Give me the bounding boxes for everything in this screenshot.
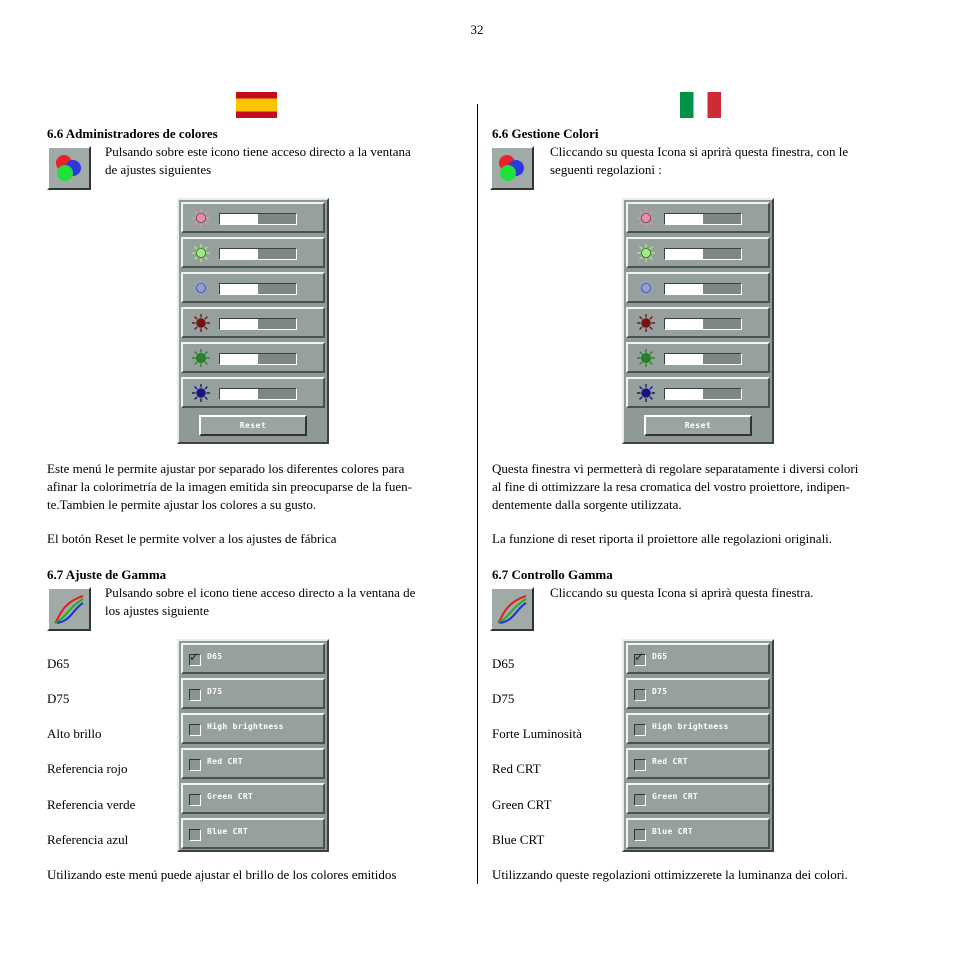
dark-blue-sun-icon bbox=[637, 384, 655, 402]
gamma-option-label: Red CRT bbox=[652, 757, 688, 766]
colors-reset-note: La funzione di reset riporta il proiettore alle regolazioni originali. bbox=[492, 531, 833, 546]
color-slider[interactable] bbox=[219, 213, 297, 225]
colors-body: Questa finestra vi permetterà di regolare separatamente i diversi colori al fine di ottimizzare la resa cromatica del vostro proiettore, indipen- dentemente dalla sorgente utilizzata. bbox=[492, 461, 859, 512]
gamma-footer: Utilizando este menú puede ajustar el brillo de los colores emitidos bbox=[47, 867, 397, 882]
gamma-option-label: Green CRT bbox=[207, 792, 254, 801]
color-slider[interactable] bbox=[664, 388, 742, 400]
color-slider-row bbox=[181, 377, 325, 408]
color-slider[interactable] bbox=[219, 318, 297, 330]
color-slider-row bbox=[626, 342, 770, 373]
reset-button[interactable]: Reset bbox=[199, 415, 307, 436]
gamma-label-d75: D75 bbox=[492, 691, 515, 706]
gamma-option[interactable] bbox=[626, 713, 770, 744]
gamma-label-d75: D75 bbox=[47, 691, 70, 706]
colors-heading: 6.6 Administradores de colores bbox=[47, 126, 218, 141]
dark-green-sun-icon bbox=[192, 349, 210, 367]
spain-flag-icon bbox=[236, 92, 277, 118]
colors-intro: Pulsando sobre este icono tiene acceso directo a la ventana de ajustes siguientes bbox=[105, 144, 411, 177]
gamma-checkbox[interactable] bbox=[634, 650, 646, 666]
gamma-label-high-brightness: Alto brillo bbox=[47, 726, 102, 741]
dark-green-sun-icon bbox=[637, 349, 655, 367]
gamma-checkbox[interactable] bbox=[634, 759, 646, 771]
checkmark-icon: ✓ bbox=[189, 650, 200, 664]
reset-button[interactable]: Reset bbox=[644, 415, 752, 436]
gamma-panel bbox=[177, 639, 329, 852]
gamma-option[interactable] bbox=[181, 748, 325, 779]
gamma-option-label: High brightness bbox=[207, 722, 284, 731]
gamma-checkbox[interactable] bbox=[634, 689, 646, 701]
column-italian bbox=[492, 0, 912, 954]
gamma-label-d65: D65 bbox=[492, 656, 515, 671]
gamma-option-label: D75 bbox=[207, 687, 223, 696]
gamma-option[interactable] bbox=[626, 783, 770, 814]
pink-sun-icon bbox=[192, 209, 210, 227]
color-slider[interactable] bbox=[219, 283, 297, 295]
gamma-checkbox[interactable] bbox=[634, 724, 646, 736]
color-slider-row bbox=[181, 342, 325, 373]
color-slider[interactable] bbox=[219, 248, 297, 260]
gamma-label-red: Referencia rojo bbox=[47, 761, 128, 776]
gamma-option[interactable] bbox=[626, 818, 770, 849]
gamma-intro: Cliccando su questa Icona si aprirà questa finestra. bbox=[550, 585, 814, 600]
gamma-option-label: Blue CRT bbox=[207, 827, 248, 836]
dark-blue-sun-icon bbox=[192, 384, 210, 402]
gamma-footer: Utilizzando queste regolazioni ottimizzerete la luminanza dei colori. bbox=[492, 867, 848, 882]
color-slider[interactable] bbox=[664, 213, 742, 225]
gamma-option-label: D65 bbox=[207, 652, 223, 661]
color-slider[interactable] bbox=[219, 353, 297, 365]
color-slider-row bbox=[181, 202, 325, 233]
gamma-option-label: Red CRT bbox=[207, 757, 243, 766]
gamma-option[interactable] bbox=[181, 783, 325, 814]
italy-flag-icon bbox=[680, 92, 721, 118]
gamma-checkbox[interactable] bbox=[634, 829, 646, 841]
gamma-checkbox[interactable] bbox=[189, 724, 201, 736]
gamma-panel bbox=[622, 639, 774, 852]
color-slider[interactable] bbox=[664, 283, 742, 295]
gamma-label-red: Red CRT bbox=[492, 761, 541, 776]
gamma-option-label: Green CRT bbox=[652, 792, 699, 801]
dark-red-sun-icon bbox=[637, 314, 655, 332]
checkmark-icon: ✓ bbox=[634, 650, 645, 664]
gamma-label-blue: Blue CRT bbox=[492, 832, 545, 847]
gamma-option[interactable] bbox=[626, 678, 770, 709]
color-slider[interactable] bbox=[664, 353, 742, 365]
gamma-checkbox[interactable] bbox=[189, 650, 201, 666]
gamma-checkbox[interactable] bbox=[189, 794, 201, 806]
gamma-heading: 6.7 Controllo Gamma bbox=[492, 567, 613, 582]
dark-red-sun-icon bbox=[192, 314, 210, 332]
colors-body: Este menú le permite ajustar por separado los diferentes colores para afinar la colorimetría de la imagen emitida sin preocuparse de la fuen- te.Tambien le permite ajustar los colores a su gusto. bbox=[47, 461, 412, 512]
gamma-option-label: D75 bbox=[652, 687, 668, 696]
colors-intro: Cliccando su questa Icona si aprirà questa finestra, con le seguenti regolazioni : bbox=[550, 144, 849, 177]
column-spanish bbox=[47, 0, 467, 954]
color-slider-row bbox=[626, 237, 770, 268]
color-manager-icon[interactable] bbox=[490, 146, 534, 190]
gamma-option[interactable] bbox=[626, 748, 770, 779]
color-manager-panel bbox=[622, 198, 774, 444]
gamma-checkbox[interactable] bbox=[189, 689, 201, 701]
gamma-option-label: D65 bbox=[652, 652, 668, 661]
color-manager-panel bbox=[177, 198, 329, 444]
green-sun-icon bbox=[637, 244, 655, 262]
gamma-icon[interactable] bbox=[47, 587, 91, 631]
gamma-option[interactable] bbox=[181, 678, 325, 709]
colors-heading: 6.6 Gestione Colori bbox=[492, 126, 599, 141]
page-number: 32 bbox=[470, 22, 484, 37]
color-slider-row bbox=[181, 272, 325, 303]
color-slider-row bbox=[626, 307, 770, 338]
colors-reset-note: El botón Reset le permite volver a los ajustes de fábrica bbox=[47, 531, 337, 546]
gamma-label-blue: Referencia azul bbox=[47, 832, 129, 847]
color-slider-row bbox=[626, 377, 770, 408]
color-slider-row bbox=[626, 202, 770, 233]
green-sun-icon bbox=[192, 244, 210, 262]
gamma-label-green: Referencia verde bbox=[47, 797, 136, 812]
color-slider-row bbox=[626, 272, 770, 303]
gamma-option[interactable] bbox=[181, 713, 325, 744]
gamma-option[interactable] bbox=[181, 643, 325, 674]
blue-sun-icon bbox=[637, 279, 655, 297]
gamma-option-label: High brightness bbox=[652, 722, 729, 731]
gamma-checkbox[interactable] bbox=[189, 759, 201, 771]
gamma-checkbox[interactable] bbox=[189, 829, 201, 841]
gamma-option[interactable] bbox=[626, 643, 770, 674]
color-manager-icon[interactable] bbox=[47, 146, 91, 190]
pink-sun-icon bbox=[637, 209, 655, 227]
color-slider[interactable] bbox=[664, 248, 742, 260]
gamma-label-green: Green CRT bbox=[492, 797, 552, 812]
gamma-icon[interactable] bbox=[490, 587, 534, 631]
column-divider bbox=[477, 104, 478, 884]
color-slider[interactable] bbox=[664, 318, 742, 330]
gamma-intro: Pulsando sobre el icono tiene acceso directo a la ventana de los ajustes siguiente bbox=[105, 585, 416, 618]
gamma-option[interactable] bbox=[181, 818, 325, 849]
gamma-option-label: Blue CRT bbox=[652, 827, 693, 836]
gamma-label-d65: D65 bbox=[47, 656, 70, 671]
blue-sun-icon bbox=[192, 279, 210, 297]
gamma-label-high-brightness: Forte Luminosità bbox=[492, 726, 582, 741]
gamma-heading: 6.7 Ajuste de Gamma bbox=[47, 567, 167, 582]
gamma-checkbox[interactable] bbox=[634, 794, 646, 806]
color-slider[interactable] bbox=[219, 388, 297, 400]
color-slider-row bbox=[181, 307, 325, 338]
color-slider-row bbox=[181, 237, 325, 268]
